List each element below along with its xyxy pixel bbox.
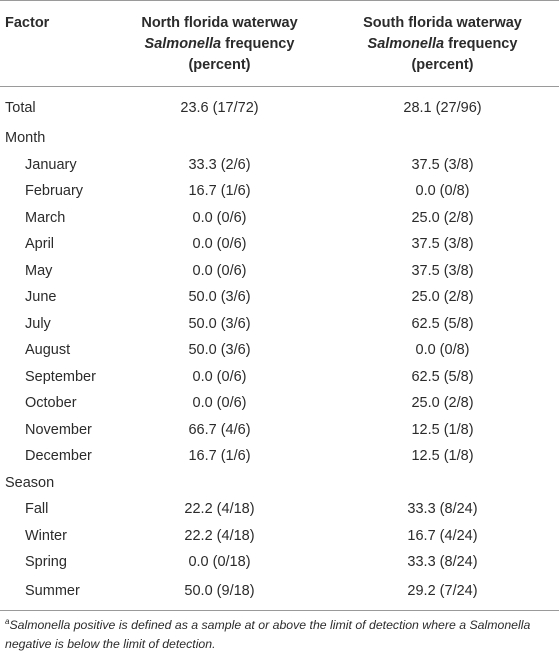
table-row <box>0 337 559 364</box>
south-value: 0.0 (0/8) <box>415 342 470 359</box>
south-value <box>326 470 559 497</box>
footnote-text: Salmonella positive is defined as a sample at or above the limit of detection where a Salmonella negative is below the limit of detection. <box>5 618 531 651</box>
header-factor: Factor <box>0 1 113 87</box>
footnote-marker: a <box>5 617 10 626</box>
table-header <box>0 1 559 87</box>
header-north-italic: Salmonella <box>144 36 222 52</box>
row-label: November <box>25 421 92 438</box>
north-value <box>113 125 326 152</box>
row-label: Summer <box>0 576 113 611</box>
row-label: February <box>25 183 84 200</box>
north-value: 66.7 (4/6) <box>188 421 251 438</box>
north-value: 23.6 (17/72) <box>180 100 259 116</box>
south-value: 62.5 (5/8) <box>411 315 474 332</box>
header-south <box>326 1 559 87</box>
south-value: 12.5 (1/8) <box>411 421 474 438</box>
south-value: 33.3 (8/24) <box>407 501 478 518</box>
table-row <box>0 364 559 391</box>
south-value: 16.7 (4/24) <box>407 527 478 544</box>
table-row <box>0 152 559 179</box>
header-south-line1: South florida waterway <box>363 15 522 31</box>
table-row <box>0 284 559 311</box>
south-value: 12.5 (1/8) <box>411 448 474 465</box>
south-value: 37.5 (3/8) <box>411 262 474 279</box>
south-value: 25.0 (2/8) <box>411 289 474 306</box>
table-row <box>0 125 559 152</box>
north-value: 0.0 (0/6) <box>192 236 247 253</box>
row-label: August <box>25 342 71 359</box>
header-south-italic: Salmonella <box>367 36 445 52</box>
header-north-line2: frequency <box>221 36 295 52</box>
north-value: 0.0 (0/6) <box>192 262 247 279</box>
north-value: 50.0 (3/6) <box>188 315 251 332</box>
table-row <box>0 576 559 611</box>
row-label: September <box>25 368 96 385</box>
row-label: March <box>25 209 66 226</box>
row-label: June <box>25 289 57 306</box>
north-value: 50.0 (3/6) <box>188 289 251 306</box>
table-row <box>0 496 559 523</box>
row-label: Winter <box>25 527 67 544</box>
table-row <box>0 231 559 258</box>
row-label: October <box>25 395 77 412</box>
row-label: May <box>25 262 53 279</box>
table-row <box>0 417 559 444</box>
north-value: 0.0 (0/6) <box>192 209 247 226</box>
table-row <box>0 311 559 338</box>
north-value: 16.7 (1/6) <box>188 183 251 200</box>
north-value: 0.0 (0/6) <box>192 395 247 412</box>
header-south-line2: frequency <box>444 36 518 52</box>
row-label: April <box>25 236 55 253</box>
south-value: 28.1 (27/96) <box>403 100 482 116</box>
north-value: 16.7 (1/6) <box>188 448 251 465</box>
north-value: 50.0 (9/18) <box>113 576 326 611</box>
north-value: 50.0 (3/6) <box>188 342 251 359</box>
north-value <box>113 470 326 497</box>
table-row <box>0 178 559 205</box>
south-value <box>326 125 559 152</box>
header-row <box>0 1 559 87</box>
south-value: 29.2 (7/24) <box>326 576 559 611</box>
header-north-line3: (percent) <box>188 57 251 73</box>
table-row <box>0 205 559 232</box>
section-label: Season <box>5 474 55 491</box>
header-south-line3: (percent) <box>411 57 474 73</box>
south-value: 37.5 (3/8) <box>411 156 474 173</box>
row-label: December <box>25 448 92 465</box>
south-value: 33.3 (8/24) <box>407 554 478 571</box>
table-row <box>0 549 559 576</box>
south-value: 25.0 (2/8) <box>411 209 474 226</box>
table-row <box>0 258 559 285</box>
south-value: 25.0 (2/8) <box>411 395 474 412</box>
table-row <box>0 390 559 417</box>
table-footnote <box>5 612 555 654</box>
row-label: Fall <box>25 501 49 518</box>
table-row <box>0 443 559 470</box>
north-value: 22.2 (4/18) <box>184 501 255 518</box>
row-label: Spring <box>25 554 67 571</box>
south-value: 62.5 (5/8) <box>411 368 474 385</box>
north-value: 0.0 (0/6) <box>192 368 247 385</box>
north-value: 0.0 (0/18) <box>188 554 251 571</box>
table-row <box>0 87 559 126</box>
row-label: January <box>25 156 77 173</box>
row-label: Total <box>5 100 36 116</box>
north-value: 33.3 (2/6) <box>188 156 251 173</box>
header-north <box>113 1 326 87</box>
table-row <box>0 470 559 497</box>
table-body <box>0 87 559 611</box>
table-row <box>0 523 559 550</box>
north-value: 22.2 (4/18) <box>184 527 255 544</box>
row-label: July <box>25 315 51 332</box>
south-value: 37.5 (3/8) <box>411 236 474 253</box>
south-value: 0.0 (0/8) <box>415 183 470 200</box>
header-north-line1: North florida waterway <box>141 15 298 31</box>
section-label: Month <box>5 130 46 147</box>
